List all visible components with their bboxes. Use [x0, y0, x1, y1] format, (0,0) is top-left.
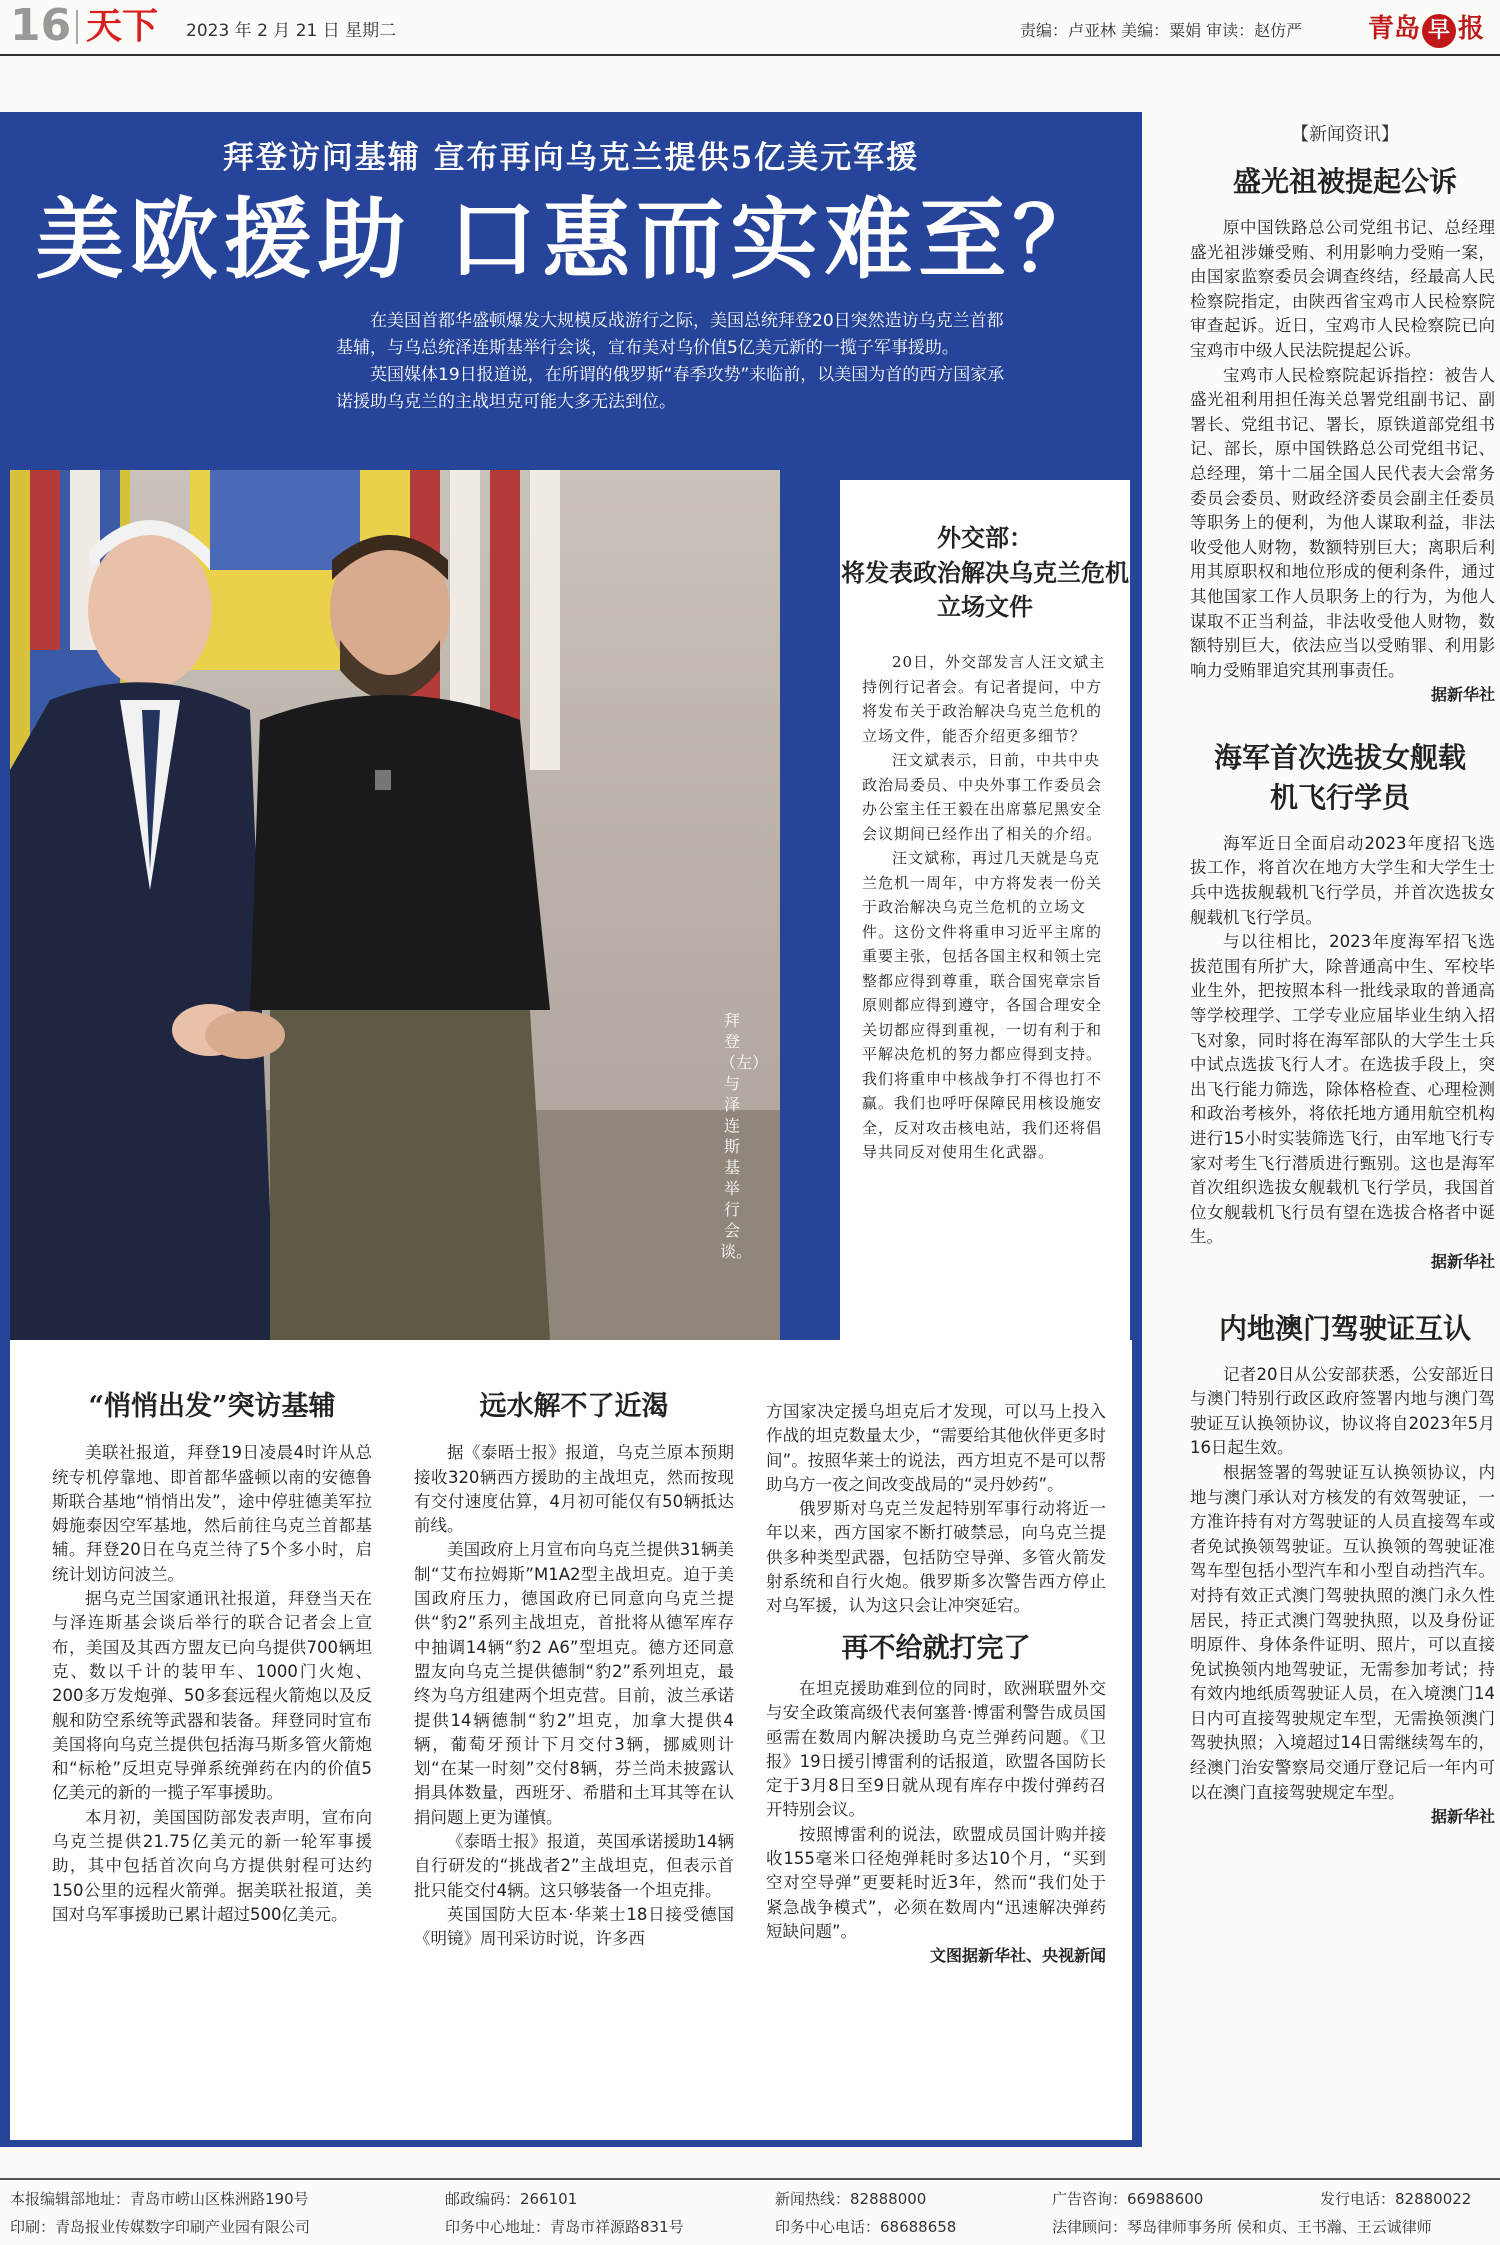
article-column-3	[766, 1400, 1106, 1969]
news-photo	[10, 470, 780, 1340]
footer-printer: 印刷：青岛报业传媒数字印刷产业园有限公司	[10, 2218, 311, 2236]
article-column-1	[52, 1391, 372, 1927]
article-paragraph: 据《泰晤士报》报道，乌克兰原本预期接收320辆西方援助的主战坦克，然而按现有交付速度估算，4月初可能仅有50辆抵达前线。	[414, 1443, 734, 1536]
feature-headline: 美欧援助 口惠而实难至？	[35, 187, 1107, 291]
page-footer	[0, 2178, 1500, 2245]
brief-title: 海军首次选拔女舰载机飞行学员	[1213, 740, 1466, 814]
article-body	[10, 1340, 1132, 2140]
article-paragraph: 在坦克援助难到位的同时，欧洲联盟外交与安全政策高级代表何塞普·博雷利警告成员国亟需在数周内解决援助乌克兰弹药问题。《卫报》19日援引博雷利的话报道，欧盟各国防长定于3月8日至9日就从现有库存中拨付弹药召开特别会议。	[766, 1678, 1106, 1820]
mfa-body	[862, 650, 1110, 1165]
brief-paragraph: 与以往相比，2023年度海军招飞选拔范围有所扩大，除普通高中生、军校毕业生外，把按照本科一批线录取的普通高等学校理学、工学专业应届毕业生纳入招飞对象，同时将在海军部队的大学生士兵中试点选拔飞行人才。在选拔手段上，突出飞行能力筛选，除体格检查、心理检测和政治考核外，将依托地方通用航空机构进行15小时实装筛选飞行，由军地飞行专家对考生飞行潜质进行甄别。这也是海军首次组织选拔女舰载机飞行学员，我国首位女舰载机飞行员有望在选拔合格者中诞生。	[1190, 932, 1495, 1247]
logo-text-left: 青岛	[1368, 14, 1421, 44]
footer-distribution: 发行电话：82880022	[1320, 2190, 1472, 2208]
newspaper-logo	[1368, 8, 1484, 48]
issue-date: 2023 年 2 月 21 日 星期二	[186, 21, 397, 41]
logo-circle: 早	[1422, 14, 1456, 48]
column-tag: 【新闻资讯】	[1291, 124, 1399, 145]
lead-paragraph: 英国媒体19日报道说，在所谓的俄罗斯“春季攻势”来临前，以美国为首的西方国家承诺援助乌克兰的主战坦克可能大多无法到位。	[336, 365, 1005, 412]
article-credit: 文图据新华社、央视新闻	[929, 1946, 1106, 1966]
lead-paragraph: 在美国首都华盛顿爆发大规模反战游行之际，美国总统拜登20日突然造访乌克兰首都基辅，与乌总统泽连斯基举行会谈，宣布美对乌价值5亿美元新的一揽子军事援助。	[336, 311, 1004, 358]
article-column-2	[414, 1391, 734, 1952]
mfa-sidebar	[840, 480, 1130, 1340]
page-header	[0, 0, 1500, 56]
footer-postcode: 邮政编码：266101	[445, 2190, 578, 2208]
brief-body	[1190, 216, 1495, 708]
mfa-title: 将发表政治解决乌克兰危机立场文件	[841, 558, 1129, 621]
article-paragraph: 按照博雷利的说法，欧盟成员国计购并接收155毫米口径炮弹耗时多达10个月，“买到空对空导弹”更要耗时近3年，然而“我们处于紧急战争模式”，必须在数周内“迅速解决弹药短缺问题”。	[766, 1824, 1106, 1941]
page-number: 16	[10, 0, 72, 51]
brief-paragraph: 原中国铁路总公司党组书记、总经理盛光祖涉嫌受贿、利用影响力受贿一案，由国家监察委员会调查终结，经最高人民检察院指定，由陕西省宝鸡市人民检察院审查起诉。近日，宝鸡市人民检察院已向宝鸡市中级人民法院提起公诉。	[1190, 218, 1495, 360]
footer-print-phone: 印务中心电话：68688658	[775, 2218, 957, 2236]
feature-subtitle: 拜登访问基辅 宣布再向乌克兰提供5亿美元军援	[222, 140, 920, 176]
article-paragraph: 英国国防大臣本·华莱士18日接受德国《明镜》周刊采访时说，许多西	[414, 1904, 734, 1949]
article-paragraph: 美国政府上月宣布向乌克兰提供31辆美制“艾布拉姆斯”M1A2型主战坦克。迫于美国政府压力，德国政府已同意向乌克兰提供“豹2”系列主战坦克，首批将从德军库存中抽调14辆“豹2 A6”型坦克。德方还同意盟友向乌克兰提供德制“豹2”系列坦克，最终为乌方组建两个坦克营。目前，波兰承诺提供14辆德制“豹2”坦克，加拿大提供4辆，葡萄牙预计下月交付3辆，挪威则计划“在某一时刻”交付8辆，芬兰尚未披露认捐具体数量，西班牙、希腊和土耳其等在认捐问题上更为谨慎。	[414, 1540, 734, 1827]
brief-body	[1190, 1363, 1495, 1830]
article-paragraph: 俄罗斯对乌克兰发起特别军事行动将近一年以来，西方国家不断打破禁忌，向乌克兰提供多种类型武器，包括防空导弹、多管火箭发射系统和自行火炮。俄罗斯多次警告西方停止对乌军援，认为这只会让冲突延宕。	[766, 1499, 1106, 1616]
brief-credit: 据新华社	[1430, 685, 1495, 705]
brief-title: 盛光祖被提起公诉	[1232, 165, 1457, 198]
news-briefs-column	[1190, 120, 1500, 1830]
footer-legal: 法律顾问：琴岛律师事务所 侯和贞、王书瀚、王云诚律师	[1052, 2218, 1432, 2236]
photo-caption: 拜登（左）与泽连斯基举行会谈。	[720, 1011, 769, 1261]
footer-hotline: 新闻热线：82888000	[775, 2190, 927, 2208]
brief-paragraph: 记者20日从公安部获悉，公安部近日与澳门特别行政区政府签署内地与澳门驾驶证互认换领协议，协议将自2023年5月16日起生效。	[1190, 1364, 1495, 1458]
footer-ads: 广告咨询：66988600	[1052, 2190, 1204, 2208]
footer-address: 本报编辑部地址：青岛市崂山区株洲路190号	[10, 2190, 309, 2208]
mfa-paragraph: 汪文斌表示，日前，中共中央政治局委员、中央外事工作委员会办公室主任王毅在出席慕尼黑安全会议期间已经作出了相关的介绍。	[862, 751, 1103, 843]
brief-title: 内地澳门驾驶证互认	[1218, 1311, 1471, 1345]
feature-lead	[336, 308, 1006, 416]
mfa-paragraph: 汪文斌称，再过几天就是乌克兰危机一周年，中方将发表一份关于政治解决乌克兰危机的立场文件。这份文件将重申习近平主席的重要主张，包括各国主权和领土完整都应得到尊重，联合国宪章宗旨原则都应得到遵守，各国合理安全关切都应得到重视，一切有利于和平解决危机的努力都应得到支持。我们将重申中核战争打不得也打不赢。我们也呼吁保障民用核设施安全，反对攻击核电站，我们还将倡导共同反对使用生化武器。	[862, 849, 1103, 1161]
brief-paragraph: 根据签署的驾驶证互认换领协议，内地与澳门承认对方核发的有效驾驶证，一方准许持有对方驾驶证的人员直接驾车或者免试换领驾驶证。互认换领的驾驶证准驾车型包括小型汽车和小型自动挡汽车。对持有效正式澳门驾驶执照的澳门永久性居民，持正式澳门驾驶执照，以及身份证明原件、身体条件证明、照片，可以直接免试换领内地驾驶证，无需参加考试；持有效内地纸质驾驶证人员，在入境澳门14日内可直接驾驶规定车型，无需换领澳门驾驶执照；入境超过14日需继续驾车的，经澳门治安警察局交通厅登记后一年内可以在澳门直接驾驶规定车型。	[1190, 1462, 1495, 1802]
article-paragraph: 美联社报道，拜登19日凌晨4时许从总统专机停靠地、即首都华盛顿以南的安德鲁斯联合基地“悄悄出发”，途中停驻德美军拉姆施泰因空军基地，然后前往乌克兰首都基辅。拜登20日在乌克兰待了5个多小时，启统计划访问波兰。	[52, 1443, 372, 1584]
section-heading: 再不给就打完了	[841, 1632, 1031, 1664]
photo-illustration	[10, 470, 780, 1340]
editor-credits: 责编：卢亚林 美编：粟娟 审读：赵仿严	[1020, 21, 1303, 40]
brief-credit: 据新华社	[1430, 1251, 1495, 1271]
brief-body	[1190, 832, 1495, 1275]
footer-print-address: 印务中心地址：青岛市祥源路831号	[445, 2218, 684, 2236]
section-heading: 远水解不了近渴	[479, 1391, 669, 1422]
article-paragraph: 据乌克兰国家通讯社报道，拜登当天在与泽连斯基会谈后举行的联合记者会上宣布，美国及其西方盟友已向乌提供700辆坦克、数以千计的装甲车、1000门火炮、200多万发炮弹、50多套远程火箭炮以及反舰和防空系统等武器和装备。拜登同时宣布美国将向乌克兰提供包括海马斯多管火箭炮和“标枪”反坦克导弹系统弹药在内的价值5亿美元的新的一揽子军事援助。	[52, 1589, 372, 1803]
brief-credit: 据新华社	[1430, 1807, 1495, 1827]
section-name: 天下	[86, 5, 159, 47]
logo-text-right: 报	[1458, 14, 1485, 44]
header-divider	[76, 10, 78, 44]
article-paragraph: 方国家决定援乌坦克后才发现，可以马上投入作战的坦克数量太少，“需要给其他伙伴更多时间”。按照华莱士的说法，西方坦克不是可以帮助乌方一夜之间改变战局的“灵丹妙药”。	[766, 1402, 1106, 1494]
mfa-paragraph: 20日，外交部发言人汪文斌主持例行记者会。有记者提问，中方将发布关于政治解决乌克兰危机的立场文件，能否介绍更多细节？	[862, 653, 1106, 745]
mfa-title-lead: 外交部：	[937, 523, 1033, 552]
article-paragraph: 《泰晤士报》报道，英国承诺援助14辆自行研发的“挑战者2”主战坦克，但表示首批只能交付4辆。这只够装备一个坦克排。	[414, 1832, 734, 1900]
section-heading: “悄悄出发”突访基辅	[88, 1391, 336, 1422]
article-paragraph: 本月初，美国国防部发表声明，宣布向乌克兰提供21.75亿美元的新一轮军事援助，其中包括首次向乌方提供射程可达约150公里的远程火箭弹。据美联社报道，美国对乌军事援助已累计超过500亿美元。	[52, 1807, 372, 1924]
brief-paragraph: 宝鸡市人民检察院起诉指控：被告人盛光祖利用担任海关总署党组副书记、副署长、党组书记、署长，原铁道部党组书记、部长，原中国铁路总公司党组书记、总经理，第十二届全国人民代表大会常务委员会委员、财政经济委员会副主任委员等职务上的便利，为他人谋取利益，非法收受他人财物，数额特别巨大；离职后利用其原职权和地位形成的便利条件，通过其他国家工作人员职务上的行为，为他人谋取不正当利益，非法收受他人财物，数额特别巨大，依法应当以受贿罪、利用影响力受贿罪追究其刑事责任。	[1190, 365, 1495, 680]
brief-paragraph: 海军近日全面启动2023年度招飞选拔工作，将首次在地方大学生和大学生士兵中选拔舰载机飞行学员，并首次选拔女舰载机飞行学员。	[1190, 833, 1495, 927]
